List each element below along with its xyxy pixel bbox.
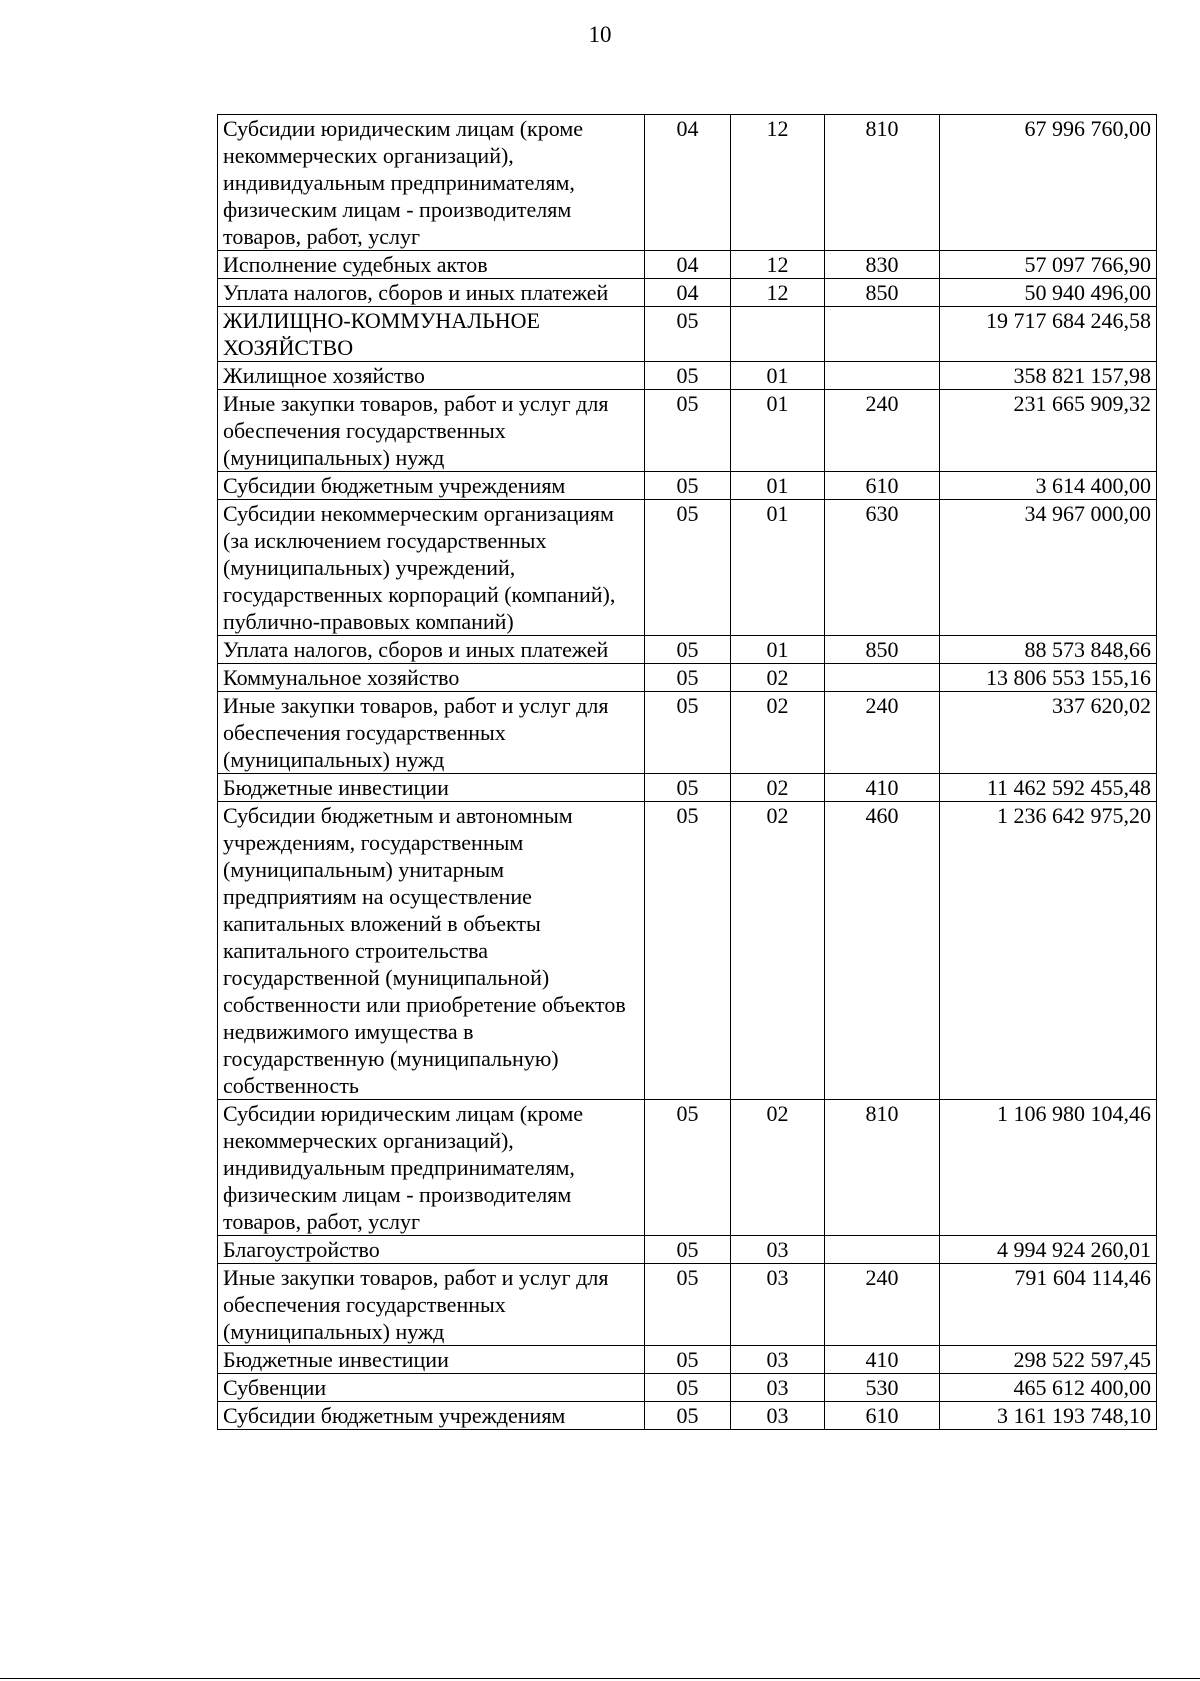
subsection-code-cell: 02 <box>731 802 825 1100</box>
section-code-cell: 05 <box>645 1264 731 1346</box>
expense-name-cell: Уплата налогов, сборов и иных платежей <box>218 636 645 664</box>
subsection-code-cell: 02 <box>731 774 825 802</box>
subsection-code-cell: 03 <box>731 1264 825 1346</box>
table-row <box>218 362 1157 390</box>
subsection-code-cell: 12 <box>731 115 825 251</box>
expense-type-code-cell <box>825 1236 940 1264</box>
table-row <box>218 251 1157 279</box>
subsection-code-cell: 01 <box>731 500 825 636</box>
expense-name-cell: Исполнение судебных актов <box>218 251 645 279</box>
expense-name-cell: Субсидии бюджетным учреждениям <box>218 472 645 500</box>
amount-cell: 13 806 553 155,16 <box>940 664 1157 692</box>
budget-table-body <box>218 115 1157 1430</box>
section-code-cell: 05 <box>645 1346 731 1374</box>
section-code-cell: 05 <box>645 1374 731 1402</box>
expense-name-cell: Субсидии некоммерческим организациям (за исключением государственных (муниципальных) учреждений, государственных корпораций (компаний), публично-правовых компаний) <box>218 500 645 636</box>
expense-name-cell: Коммунальное хозяйство <box>218 664 645 692</box>
expense-type-code-cell: 240 <box>825 692 940 774</box>
budget-table <box>217 114 1157 1430</box>
expense-type-code-cell: 610 <box>825 1402 940 1430</box>
page-number: 10 <box>588 22 612 47</box>
subsection-code-cell: 01 <box>731 472 825 500</box>
table-row <box>218 774 1157 802</box>
expense-type-code-cell: 850 <box>825 279 940 307</box>
section-code-cell: 04 <box>645 115 731 251</box>
expense-name-cell: Иные закупки товаров, работ и услуг для обеспечения государственных (муниципальных) нужд <box>218 692 645 774</box>
amount-cell: 11 462 592 455,48 <box>940 774 1157 802</box>
expense-type-code-cell: 240 <box>825 1264 940 1346</box>
section-code-cell: 05 <box>645 1100 731 1236</box>
section-code-cell: 05 <box>645 390 731 472</box>
table-row <box>218 1402 1157 1430</box>
subsection-code-cell: 01 <box>731 362 825 390</box>
expense-name-cell: Уплата налогов, сборов и иных платежей <box>218 279 645 307</box>
amount-cell: 34 967 000,00 <box>940 500 1157 636</box>
subsection-code-cell: 03 <box>731 1374 825 1402</box>
page-bottom-border <box>0 1678 1200 1679</box>
expense-type-code-cell: 240 <box>825 390 940 472</box>
amount-cell: 1 106 980 104,46 <box>940 1100 1157 1236</box>
expense-type-code-cell <box>825 307 940 362</box>
amount-cell: 67 996 760,00 <box>940 115 1157 251</box>
table-row <box>218 472 1157 500</box>
expense-name-cell: Бюджетные инвестиции <box>218 1346 645 1374</box>
expense-type-code-cell: 410 <box>825 1346 940 1374</box>
expense-type-code-cell <box>825 362 940 390</box>
amount-cell: 791 604 114,46 <box>940 1264 1157 1346</box>
expense-type-code-cell: 530 <box>825 1374 940 1402</box>
expense-type-code-cell: 830 <box>825 251 940 279</box>
section-code-cell: 05 <box>645 636 731 664</box>
subsection-code-cell: 03 <box>731 1346 825 1374</box>
expense-name-cell: Субвенции <box>218 1374 645 1402</box>
section-code-cell: 04 <box>645 279 731 307</box>
section-code-cell: 05 <box>645 802 731 1100</box>
expense-name-cell: Иные закупки товаров, работ и услуг для обеспечения государственных (муниципальных) нужд <box>218 1264 645 1346</box>
section-code-cell: 05 <box>645 1236 731 1264</box>
subsection-code-cell <box>731 307 825 362</box>
amount-cell: 3 614 400,00 <box>940 472 1157 500</box>
subsection-code-cell: 02 <box>731 664 825 692</box>
table-row <box>218 279 1157 307</box>
table-row <box>218 636 1157 664</box>
table-row <box>218 1236 1157 1264</box>
amount-cell: 231 665 909,32 <box>940 390 1157 472</box>
section-code-cell: 05 <box>645 500 731 636</box>
amount-cell: 298 522 597,45 <box>940 1346 1157 1374</box>
expense-name-cell: Субсидии бюджетным учреждениям <box>218 1402 645 1430</box>
expense-type-code-cell <box>825 664 940 692</box>
subsection-code-cell: 03 <box>731 1402 825 1430</box>
expense-name-cell: Благоустройство <box>218 1236 645 1264</box>
amount-cell: 337 620,02 <box>940 692 1157 774</box>
amount-cell: 88 573 848,66 <box>940 636 1157 664</box>
subsection-code-cell: 01 <box>731 390 825 472</box>
amount-cell: 19 717 684 246,58 <box>940 307 1157 362</box>
table-row <box>218 1100 1157 1236</box>
expense-name-cell: Бюджетные инвестиции <box>218 774 645 802</box>
section-code-cell: 05 <box>645 774 731 802</box>
table-row <box>218 500 1157 636</box>
amount-cell: 1 236 642 975,20 <box>940 802 1157 1100</box>
expense-type-code-cell: 460 <box>825 802 940 1100</box>
subsection-code-cell: 03 <box>731 1236 825 1264</box>
expense-type-code-cell: 810 <box>825 115 940 251</box>
amount-cell: 57 097 766,90 <box>940 251 1157 279</box>
expense-name-cell: Иные закупки товаров, работ и услуг для обеспечения государственных (муниципальных) нужд <box>218 390 645 472</box>
subsection-code-cell: 01 <box>731 636 825 664</box>
section-code-cell: 05 <box>645 692 731 774</box>
table-row <box>218 664 1157 692</box>
amount-cell: 358 821 157,98 <box>940 362 1157 390</box>
expense-type-code-cell: 410 <box>825 774 940 802</box>
table-row <box>218 390 1157 472</box>
expense-type-code-cell: 630 <box>825 500 940 636</box>
amount-cell: 3 161 193 748,10 <box>940 1402 1157 1430</box>
section-code-cell: 05 <box>645 362 731 390</box>
amount-cell: 50 940 496,00 <box>940 279 1157 307</box>
section-code-cell: 05 <box>645 307 731 362</box>
amount-cell: 4 994 924 260,01 <box>940 1236 1157 1264</box>
section-code-cell: 05 <box>645 1402 731 1430</box>
expense-name-cell: Субсидии юридическим лицам (кроме некоммерческих организаций), индивидуальным предпринимателям, физическим лицам - производителям товаров, работ, услуг <box>218 1100 645 1236</box>
expense-name-cell: Субсидии бюджетным и автономным учреждениям, государственным (муниципальным) унитарным предприятиям на осуществление капитальных вложений в объекты капитального строительства государственной (муниципальной) собственности или приобретение объектов недвижимого имущества в государственную (муниципальную) собственность <box>218 802 645 1100</box>
table-row <box>218 307 1157 362</box>
table-row <box>218 115 1157 251</box>
table-row <box>218 1374 1157 1402</box>
section-code-cell: 05 <box>645 664 731 692</box>
expense-name-cell: Жилищное хозяйство <box>218 362 645 390</box>
subsection-code-cell: 12 <box>731 279 825 307</box>
table-row <box>218 1346 1157 1374</box>
table-row <box>218 1264 1157 1346</box>
section-code-cell: 05 <box>645 472 731 500</box>
expense-name-cell: Субсидии юридическим лицам (кроме некоммерческих организаций), индивидуальным предпринимателям, физическим лицам - производителям товаров, работ, услуг <box>218 115 645 251</box>
expense-type-code-cell: 850 <box>825 636 940 664</box>
expense-type-code-cell: 810 <box>825 1100 940 1236</box>
expense-type-code-cell: 610 <box>825 472 940 500</box>
section-code-cell: 04 <box>645 251 731 279</box>
subsection-code-cell: 02 <box>731 1100 825 1236</box>
amount-cell: 465 612 400,00 <box>940 1374 1157 1402</box>
expense-name-cell: ЖИЛИЩНО-КОММУНАЛЬНОЕ ХОЗЯЙСТВО <box>218 307 645 362</box>
subsection-code-cell: 02 <box>731 692 825 774</box>
table-row <box>218 692 1157 774</box>
subsection-code-cell: 12 <box>731 251 825 279</box>
table-row <box>218 802 1157 1100</box>
